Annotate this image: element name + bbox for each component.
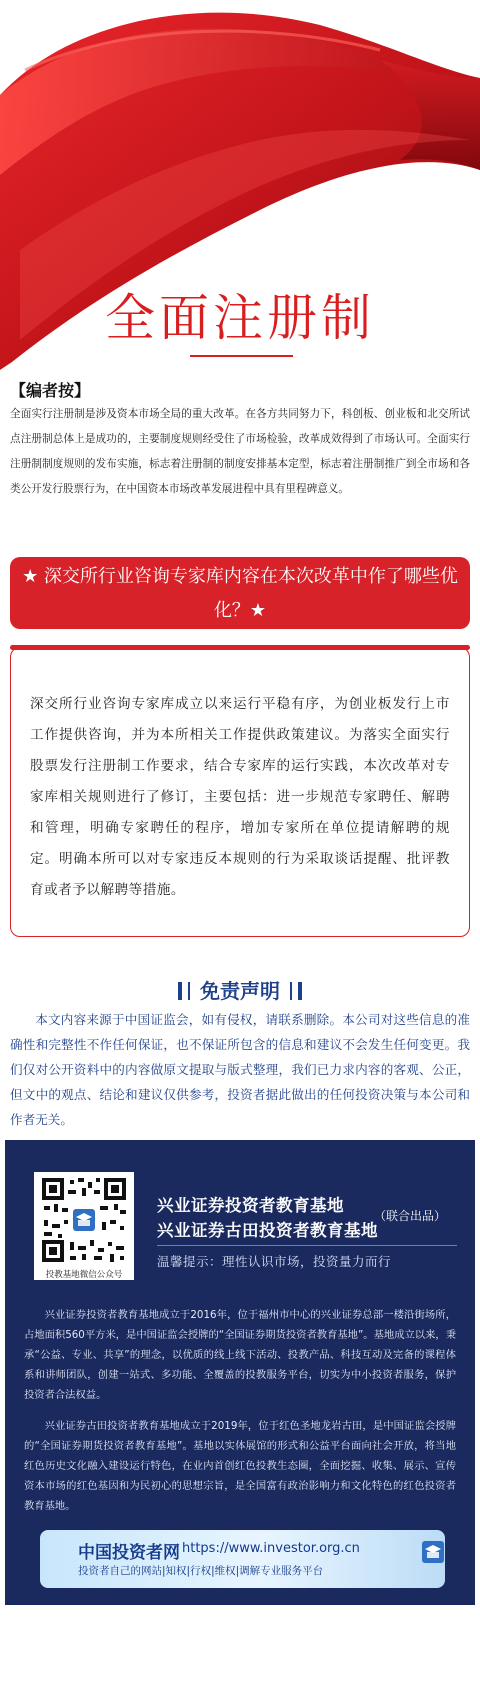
- title-bar-right-2: [298, 982, 302, 1000]
- portal-url-link[interactable]: https://www.investor.org.cn: [182, 1541, 360, 1556]
- joint-production-label: （联合出品）: [374, 1209, 447, 1223]
- question-text: ★ 深交所行业咨询专家库内容在本次改革中作了哪些优化？★: [22, 566, 458, 621]
- org-name-1: 兴业证券投资者教育基地: [157, 1196, 344, 1215]
- editor-note-heading: 【编者按】: [10, 381, 91, 400]
- answer-text: 深交所行业咨询专家库成立以来运行平稳有序，为创业板发行上市工作提供咨询，并为本所相关工作提供政策建议。为落实全面实行股票发行注册制工作要求，结合专家库的运行实践，本次改革对专家库相关规则进行了修订，主要包括：进一步规范专家聘任、解聘和管理，明确专家聘任的程序，增加专家所在单位提请解聘的规定。明确本所可以对专家违反本规则的行为采取谈话提醒、批评教育或者予以解聘等措施。: [30, 696, 450, 898]
- title-underline: [190, 355, 293, 357]
- qr-code-icon[interactable]: [40, 1176, 128, 1264]
- org-name-2: 兴业证券古田投资者教育基地: [157, 1221, 378, 1240]
- page-title: 全面注册制: [105, 289, 375, 347]
- disclaimer-title-text: 免责声明: [200, 979, 280, 1003]
- base-intro-1: 兴业证券投资者教育基地成立于2016年，位于福州市中心的兴业证券总部一楼沿街场所，占地面积560平方米，是中国证监会授牌的“全国证券期货投资者教育基地”。基地成立以来，秉承“公益、专业、共享”的理念，以优质的线上线下活动、投教产品、科技互动及完备的课程体系和讲师团队，创建一站式、多功能、全覆盖的投教服务平台，切实为中小投资者服务，保护投资者合法权益。: [24, 1309, 456, 1401]
- org-divider: [157, 1245, 457, 1246]
- disclaimer-body: 本文内容来源于中国证监会，如有侵权，请联系删除。本公司对这些信息的准确性和完整性不作任何保证，也不保证所包含的信息和建议不会发生任何变更。我们仅对公开资料中的内容做原文提取与版式整理，我们已力求内容的客观、公正，但文中的观点、结论和建议仅供参考，投资者据此做出的任何投资决策与本公司和作者无关。: [10, 1012, 470, 1127]
- question-banner: [10, 557, 470, 629]
- portal-logo-icon: [422, 1537, 444, 1565]
- disclaimer-title: [0, 975, 480, 1004]
- base-intro-2: 兴业证券古田投资者教育基地成立于2019年，位于红色圣地龙岩古田，是中国证监会授牌的“全国证券期货投资者教育基地”。基地以实体展馆的形式和公益平台面向社会开放，将当地红色历史文化融入建设运行特色，在业内首创红色投教生态圈，全面挖掘、收集、展示、宣传资本市场的红色基因和为民初心的思想宗旨，是全国富有政治影响力和文化特色的红色投资者教育基地。: [24, 1420, 456, 1512]
- portal-subtitle: 投资者自己的网站|知权|行权|维权|调解专业服务平台: [78, 1565, 324, 1577]
- title-bar-left-2: [188, 982, 190, 1000]
- portal-name: 中国投资者网: [78, 1543, 180, 1563]
- qr-caption: 投教基地微信公众号: [45, 1270, 123, 1280]
- editor-note-body: 全面实行注册制是涉及资本市场全局的重大改革。在各方共同努力下，科创板、创业板和北交所试点注册制总体上是成功的，主要制度规则经受住了市场检验，改革成效得到了市场认可。全面实行注册制制度规则的发布实施，标志着注册制的制度安排基本定型，标志着注册制推广到全市场和各类公开发行股票行为，在中国资本市场改革发展进程中具有里程碑意义。: [10, 408, 470, 495]
- title-bar-left: [178, 982, 182, 1000]
- warm-tip: 温馨提示：理性认识市场，投资量力而行: [157, 1254, 392, 1269]
- answer-box-top-bar: [10, 645, 470, 650]
- title-bar-right: [290, 982, 292, 1000]
